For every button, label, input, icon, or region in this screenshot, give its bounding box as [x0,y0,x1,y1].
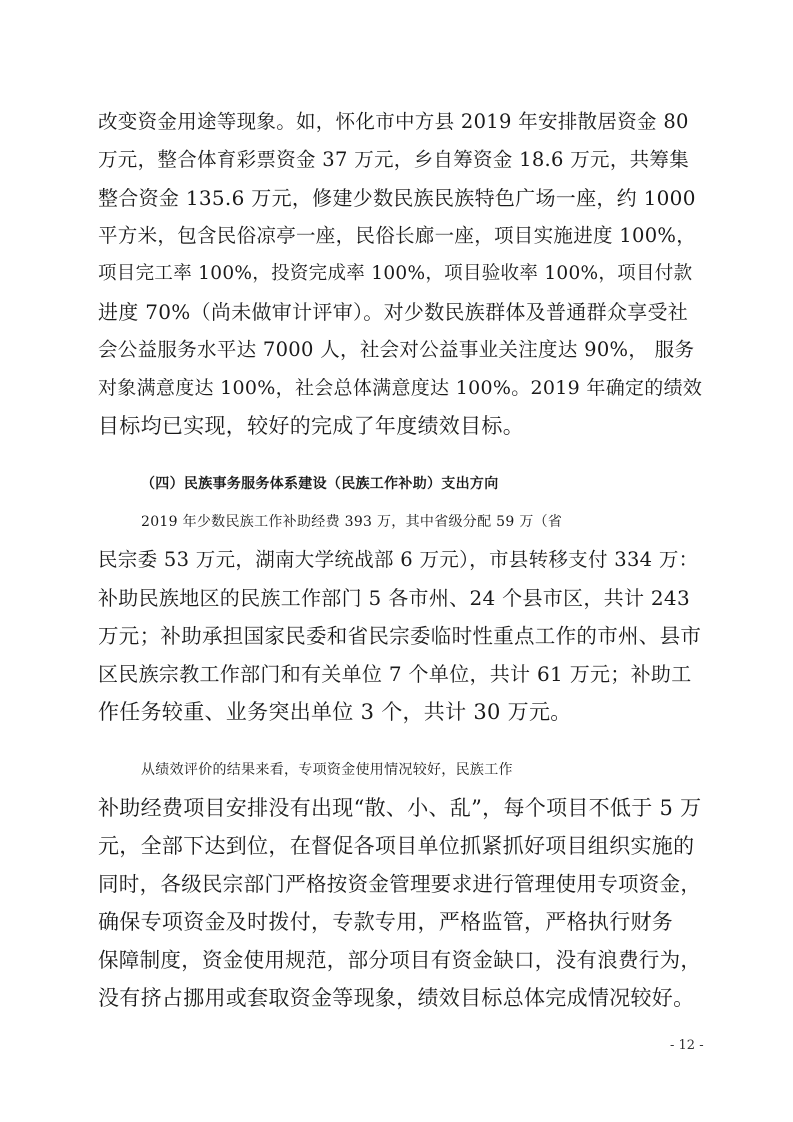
paragraph-3-line: 确保专项资金及时拨付，专款专用，严格监管，严格执行财务 [98,910,674,934]
paragraph-2-line: 民宗委 53 万元，湖南大学统战部 6 万元），市县转移支付 334 万： [98,548,699,571]
paragraph-1-line: 项目完工率 100%，投资完成率 100%，项目验收率 100%，项目付款 [98,263,693,284]
paragraph-3-line: 保障制度，资金使用规范，部分项目有资金缺口，没有浪费行为， [98,948,702,972]
paragraph-3-line: 补助经费项目安排没有出现“散、小、乱”，每个项目不低于 5 万 [98,796,702,820]
paragraph-3-line: 元，全部下达到位，在督促各项目单位抓紧抓好项目组织实施的 [98,834,695,858]
paragraph-3-line: 从绩效评价的结果来看，专项资金使用情况较好，民族工作 [141,762,513,778]
paragraph-1-line: 对象满意度达 100%，社会总体满意度达 100%。2019 年确定的绩效 [98,377,703,399]
paragraph-2-line: 区民族宗教工作部门和有关单位 7 个单位，共计 61 万元；补助工 [98,662,692,686]
paragraph-3-line: 同时，各级民宗部门严格按资金管理要求进行管理使用专项资金， [98,872,702,896]
paragraph-2-line: 作任务较重、业务突出单位 3 个，共计 30 万元。 [98,700,572,724]
paragraph-1-line: 平方米，包含民俗凉亭一座，民俗长廊一座，项目实施进度 100%， [98,224,697,247]
paragraph-1-line: 改变资金用途等现象。如，怀化市中方县 2019 年安排散居资金 80 [98,110,689,133]
paragraph-1-line: 会公益服务水平达 7000 人，社会对公益事业关注度达 90%， 服务 [98,338,695,361]
paragraph-1-line: 万元，整合体育彩票资金 37 万元，乡自筹资金 18.6 万元，共筹集 [98,148,690,171]
page-number: - 12 - [670,1038,704,1053]
paragraph-1-line: 进度 70%（尚未做审计评审）。对少数民族群体及普通群众享受社 [98,300,689,324]
paragraph-1-line: 整合资金 135.6 万元，修建少数民族民族特色广场一座，约 1000 [98,186,696,210]
paragraph-2-line: 万元；补助承担国家民委和省民宗委临时性重点工作的市州、县市 [98,624,702,648]
section-heading: （四）民族事务服务体系建设（民族工作补助）支出方向 [141,476,499,492]
paragraph-2-line: 补助民族地区的民族工作部门 5 各市州、24 个县市区，共计 243 [98,586,690,610]
paragraph-2-line: 2019 年少数民族工作补助经费 393 万，其中省级分配 59 万（省 [141,514,563,530]
paragraph-1-line: 目标均已实现，较好的完成了年度绩效目标。 [98,414,524,438]
paragraph-3-line: 没有挤占挪用或套取资金等现象，绩效目标总体完成情况较好。 [98,986,695,1010]
